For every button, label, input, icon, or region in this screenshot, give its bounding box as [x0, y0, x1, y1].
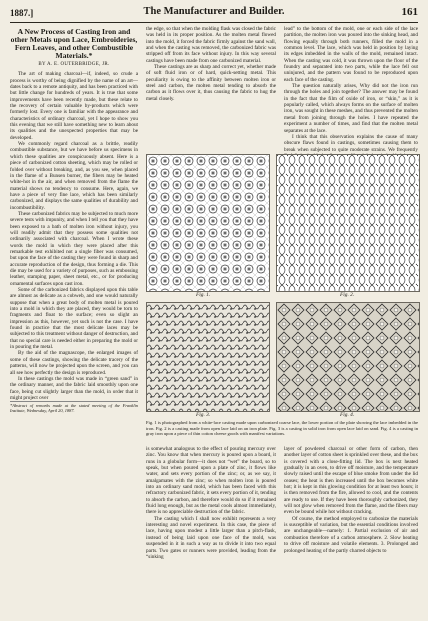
figure-1-lace-casting	[146, 154, 270, 292]
figure-2-label: Fig. 2.	[340, 292, 355, 298]
article-title: A New Process of Casting Iron and other Metals upon Lace, Embroideries, Fern Leaves, and other Combustible Materials.*	[10, 27, 138, 60]
lace-pattern-image	[147, 155, 269, 291]
column-1	[10, 26, 138, 612]
lace-pattern-image	[277, 155, 419, 291]
figure-2-lace-casting	[276, 154, 420, 292]
paragraph: These castings are as sharp and correct yet, whether made of soft fluid iron or of hard, quick-setting metal. This peculiarity is owing to the affinity between molten iron or steel and carbon, the molten metal tending to absorb the carbon as it flows over it, thus causing the fabric to hug the metal closely.	[146, 64, 276, 102]
page-header	[10, 6, 418, 22]
paragraph: The casting which I shall now exhibit represents a very interesting and novel experiment. In this case, the piece of lace, having upon modest a little larger than a pitch-flask, instead of being laid upon one face of the mold, was suspended in it in such a way as to divide it into two equal parts. Two gates or runners were provided, leading from the “sinking	[146, 515, 276, 560]
figure-4-lace-casting	[276, 302, 420, 412]
paragraph: We commonly regard charcoal as a brittle, readily combustible substance, but we have before us specimens in which these qualities are conspicuously absent. Here is a piece of carbonized cotton sheeting, which may be rolled or folded over without breaking, and, as you see, when placed in the flame of a Bunsen burner, the fibers may be heated white-hot in the air, and when removed from the flame the material shows no tendency to consume. Here, again, we have a piece of very fine lace, which has been similarly carbonized, and displays the same qualities of durability and incombustibility.	[10, 141, 138, 211]
paragraph: lead” to the bottom of the mold, one or each side of the lace partition, the molten iron was poured into the sinking head, and flowing equally through both runners, filled the mold in a common level. The lace, which was held in position by laying its edges imbedded in the walls of the mold, remained intact. When the casting was cold, it was thrown upon the floor of the foundry and separated into two parts, while the lace fell out uninjured, and the pattern was found to be reproduced upon each face of the casting.	[284, 26, 418, 83]
paragraph: the edge, so that when the molding flask was closed the fabric was held in its proper position. As the molten metal flowed into the mold, it forced the fabric firmly against the sand wall, and when the casting was removed, the carbonized fabric was stripped off from its face without injury. In this way several castings have been made from one carbonized material.	[146, 26, 276, 64]
figure-1-label: Fig. 1.	[196, 292, 211, 298]
paragraph: The art of making charcoal—if, indeed, so crude a process is worthy of being dignified by the name of an art—dates back to a remote antiquity, and has been practiced with but little change for hundreds of years. It is true that some improvements have been recently made, but these relate to the recovery of certain valuable by-products which were formerly lost. Every one is familiar with the appearance and characteristics of ordinary charcoal, yet I hope to show you this evening that we still have something new to learn about its qualities and the unexpected properties that may be developed.	[10, 71, 138, 141]
column-3-bottom	[284, 446, 418, 612]
paragraph: In these castings the mold was made in “green sand” in the ordinary manner, and the fabric laid smoothly upon one face, being cut slightly larger than the mold, in order that it might project over	[10, 375, 138, 401]
paragraph: is somewhat analogous to the effect of pouring mercury over zinc. You know that when mercury is poured upon a board, it runs in a globular form—it does not “wet” the board, so to speak, but when poured upon a plate of zinc, it flows like water, and sets every portion of the zinc; or, as we say, it amalgamates with the zinc; so when molten iron is poured into an ordinary sand mold, which has been faced with this refractory carbonized fabric, it sets every portion of it, tending to absorb the carbon, and therefore would do so if it remained fluid long enough, but as the metal cools almost immediately, there is no appreciable destruction of the fabric.	[146, 446, 276, 516]
journal-title: The Manufacturer and Builder.	[143, 6, 285, 17]
paragraph: By the aid of the magnascope, the enlarged images of some of these castings, showing the delicate tracery of the patterns, will now be projected upon the screen, and you can all see how perfectly the design is reproduced.	[10, 350, 138, 376]
header-year: 1887.]	[10, 8, 34, 18]
lace-pattern-image	[147, 303, 269, 411]
page-number: 161	[401, 6, 418, 18]
figure-3-label: Fig. 3.	[196, 412, 211, 418]
paragraph: The question naturally arises, Why did not the iron run through the holes and join together? The answer may be found in the fact that the film of oxide of iron, or “skin,” as it is popularly called, which always forms on the surface of molten iron, was sought in these meshes, and thus prevented the molten metal from joining through the holes. I have repeated the experiment a number of times, and find that the molten metal separates at the lace.	[284, 83, 418, 134]
paragraph: Of course, the method employed to carbonize the materials is susceptible of variation, but the essential conditions involved are unchangeable—namely: 1. Partial exclusion of air and combustion therefore of a carbon atmosphere. 2. Slow heating to drive off moisture and volatile elements. 3. Prolonged and prolonged heating of the partly charred objects to	[284, 515, 418, 554]
paragraph: Some of the carbonized fabrics displayed upon this table are almost as delicate as a cobweb, and one would naturally suppose that when a great body of molten metal is poured into a mold in which they are placed, they would be torn to fragments and float to the surface; even so slight an impression as this, however, yet such is not the case. I have found in practice that the most delicate laces may be subjected to this treatment without danger of destruction, and that no special care is needed either in preparing the mold or in pouring the metal.	[10, 287, 138, 351]
footnote: *Abstract of remarks made at the stated meeting of the Franklin Institute, Wednesday, April 20, 1887.	[10, 403, 138, 414]
column-2-bottom	[146, 446, 276, 612]
article-byline: BY A. E. OUTERBRIDGE, JR.	[38, 62, 110, 67]
column-2-top	[146, 26, 276, 152]
figure-3-lace-casting	[146, 302, 270, 412]
figure-4-label: Fig. 4.	[340, 412, 355, 418]
paragraph: layer of powdered charcoal or other form of carbon, then another layer of cotton sheet is sprinkled over these, and the box is covered with a close-fitting lid. The box is next heated gradually in an oven, to drive off moisture, and the temperature slowly raised until the escape of blue smoke from under the lid ceases; the heat is then increased until the box becomes white hot; it is kept in this glowing condition for at least two hours; it is then removed from the fire, allowed to cool, and the contents are ready to use. If they have been thoroughly carbonized, they will not glow when removed from the flame, and the fibers may even be bound while hot without cracking.	[284, 446, 418, 516]
paragraph: I think that this observation explains the cause of many obscure flaws found in castings, sometimes causing them to break when subjected to quite moderate strains. We frequently	[284, 133, 418, 153]
paragraph: These carbonized fabrics may be subjected to much more severe tests with impunity, and when I tell you that they have been exposed to a bath of molten iron without injury, you will readily admit that they possess some qualities not ordinarily associated with charcoal. When I wrote these words the mold in which they were placed after this remarkable test exhibited not a single fiber was consumed, but upon the face of the casting they were found in sharp and accurate reproduction of the design, thus forming a die. This die may be used for a variety of purposes, such as embossing leather, stamping paper, sheet metal, etc., or for producing ornamental surfaces upon cast iron.	[10, 210, 138, 287]
lace-pattern-image	[277, 303, 419, 411]
header-rule	[10, 22, 418, 23]
figure-caption: Fig. 1 is photographed from a white-lace casting made upon carbonized coarse lace, the lower portion of the plate showing the lace imbedded in the iron. Fig. 2 is a casting made from open lace laid on an iron plate. Fig. 3 is a casting in solid iron from open lace laid on sand. Fig. 4 is a casting in gray iron upon a piece of thin cotton cheese goods with manifest variations.	[146, 420, 418, 437]
